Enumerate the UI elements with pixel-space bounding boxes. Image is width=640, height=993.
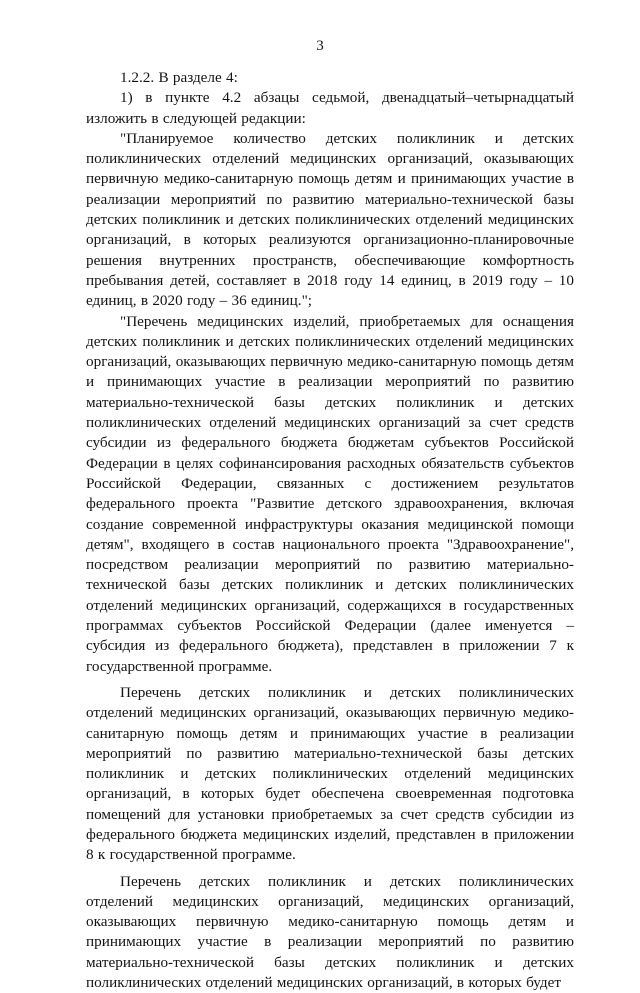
paragraph-clinics-list: Перечень детских поликлиник и детских поликлинических отделений медицинских организаций, оказывающих первичную медико-санитарную помощь детям и принимающих участие в реализации мероприятий по развитию материально-технической базы детских поликлиник и детских поликлинических отделений медицинских организаций, в которых будет обеспечена своевременная подготовка помещений для установки приобретаемых за счет средств субсидии из федерального бюджета медицинских изделий, представлен в приложении 8 к государственной программе.: [86, 683, 574, 864]
quoted-paragraph-medical-devices: "Перечень медицинских изделий, приобретаемых для оснащения детских поликлиник и детских поликлинических отделений медицинских организаций, оказывающих первичную медико-санитарную помощь детям и принимающих участие в реализации мероприятий по развитию материально-технической базы детских поликлиник и детских поликлинических отделений медицинских организаций за счет средств субсидии из федерального бюджета бюджетам субъектов Российской Федерации в целях софинансирования расходных обязательств субъектов Российской Федерации, связанных с достижением результатов федерального проекта "Развитие детского здравоохранения, включая создание современной инфраструктуры оказания медицинской помощи детям", входящего в состав национального проекта "Здравоохранение", посредством реализации мероприятий по развитию материально-технической базы детских поликлиник и детских поликлинических отделений медицинских организаций, содержащихся в государственных программах субъектов Российской Федерации (далее именуется – субсидия из федерального бюджета), представлен в приложении 7 к государственной программе.: [86, 312, 574, 675]
quoted-paragraph-planned-count: "Планируемое количество детских поликлиник и детских поликлинических отделений медицинских организаций, оказывающих первичную медико-санитарную помощь детям и принимающих участие в реализации мероприятий по развитию материально-технической базы детских поликлиник и детских поликлинических отделений медицинских организаций, в которых реализуются организационно-планировочные решения внутренних пространств, обеспечивающие комфортность пребывания детей, составляет в 2018 году 14 единиц, в 2019 году – 10 единиц, в 2020 году – 36 единиц.";: [86, 129, 574, 310]
section-heading: 1.2.2. В разделе 4:: [120, 69, 238, 86]
page-number: 3: [316, 38, 324, 54]
document-body: [86, 68, 574, 993]
amendment-item: 1) в пункте 4.2 абзацы седьмой, двенадцатый–четырнадцатый изложить в следующей редакции:: [86, 89, 574, 127]
paragraph-clinics-list-continued: Перечень детских поликлиник и детских поликлинических отделений медицинских организаций, медицинских организаций, оказывающих первичную медико-санитарную помощь детям и принимающих участие в реализации мероприятий по развитию материально-технической базы детских поликлиник и детских поликлинических отделений медицинских организаций, в которых будет: [86, 872, 574, 992]
